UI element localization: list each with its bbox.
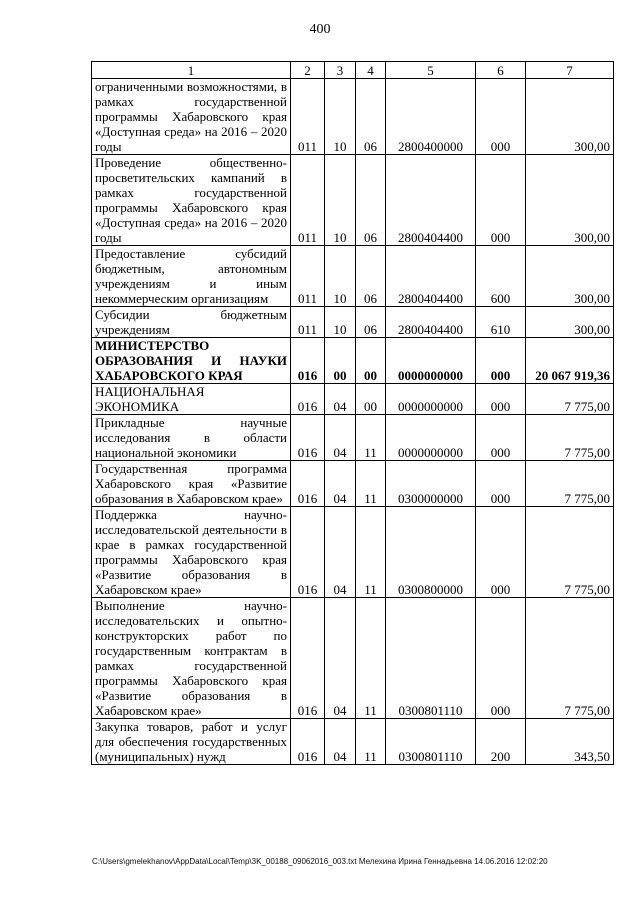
expense-type-code: 610	[476, 307, 526, 338]
expense-type-code: 600	[476, 246, 526, 307]
table-row	[92, 307, 614, 338]
table-row	[92, 384, 614, 415]
item-name: ограниченными возможностями, в рамках государственной программы Хабаровского края «Доступная среда» на 2016 – 2020 годы	[92, 79, 291, 155]
ministry-code: 011	[291, 79, 325, 155]
item-name: Субсидии бюджетным учреждениям	[92, 307, 291, 338]
amount: 7 775,00	[526, 507, 614, 598]
item-name: Проведение общественно-просветительских кампаний в рамках государственной программы Хабаровского края «Доступная среда» на 2016 – 2020 годы	[92, 155, 291, 246]
item-name: Выполнение научно-исследовательских и опытно-конструкторских работ по государственным контрактам в рамках государственной программы Хабаровского края «Развитие образования в Хабаровском крае»	[92, 598, 291, 719]
page-number: 400	[309, 22, 331, 37]
table-row	[92, 598, 614, 719]
section-code: 04	[325, 719, 356, 765]
expense-type-code: 000	[476, 384, 526, 415]
item-name: Закупка товаров, работ и услуг для обеспечения государственных (муниципальных) нужд	[92, 719, 291, 765]
item-name: Прикладные научные исследования в области национальной экономики	[92, 415, 291, 461]
amount: 300,00	[526, 307, 614, 338]
table-row	[92, 415, 614, 461]
target-article-code: 0000000000	[386, 384, 476, 415]
section-code: 04	[325, 415, 356, 461]
subsection-code: 00	[356, 338, 386, 384]
section-code: 04	[325, 507, 356, 598]
ministry-code: 016	[291, 598, 325, 719]
subsection-code: 11	[356, 598, 386, 719]
section-code: 10	[325, 79, 356, 155]
header-cell: 6	[476, 62, 526, 79]
table-header-row	[92, 62, 614, 79]
section-code: 10	[325, 307, 356, 338]
header-cell: 2	[291, 62, 325, 79]
header-cell: 7	[526, 62, 614, 79]
item-name: Государственная программа Хабаровского края «Развитие образования в Хабаровском крае»	[92, 461, 291, 507]
target-article-code: 2800404400	[386, 155, 476, 246]
table-row	[92, 507, 614, 598]
subsection-code: 06	[356, 246, 386, 307]
ministry-code: 011	[291, 246, 325, 307]
amount: 300,00	[526, 79, 614, 155]
target-article-code: 0300801110	[386, 719, 476, 765]
ministry-code: 016	[291, 338, 325, 384]
expense-type-code: 000	[476, 461, 526, 507]
table-row	[92, 155, 614, 246]
subsection-code: 06	[356, 79, 386, 155]
section-code: 10	[325, 246, 356, 307]
header-cell: 3	[325, 62, 356, 79]
item-name: НАЦИОНАЛЬНАЯ ЭКОНОМИКА	[92, 384, 291, 415]
subsection-code: 11	[356, 415, 386, 461]
ministry-code: 016	[291, 719, 325, 765]
ministry-code: 011	[291, 307, 325, 338]
target-article-code: 2800400000	[386, 79, 476, 155]
subsection-code: 11	[356, 719, 386, 765]
subsection-code: 11	[356, 507, 386, 598]
header-cell: 5	[386, 62, 476, 79]
amount: 20 067 919,36	[526, 338, 614, 384]
section-code: 04	[325, 384, 356, 415]
item-name: Поддержка научно-исследовательской деятельности в крае в рамках государственной программы Хабаровского края «Развитие образования в Хабаровском крае»	[92, 507, 291, 598]
target-article-code: 0000000000	[386, 415, 476, 461]
section-code: 04	[325, 598, 356, 719]
section-code: 04	[325, 461, 356, 507]
ministry-code: 016	[291, 461, 325, 507]
header-cell: 4	[356, 62, 386, 79]
target-article-code: 0300800000	[386, 507, 476, 598]
amount: 7 775,00	[526, 415, 614, 461]
file-path-footer: C:\Users\gmelekhanov\AppData\Local\Temp\3K_00188_09062016_003.txt Мелехина Ирина Геннадьевна 14.06.2016 12:02:20	[92, 857, 548, 866]
table-row	[92, 461, 614, 507]
subsection-code: 11	[356, 461, 386, 507]
budget-table	[91, 61, 614, 765]
header-cell: 1	[92, 62, 291, 79]
expense-type-code: 200	[476, 719, 526, 765]
amount: 300,00	[526, 246, 614, 307]
subsection-code: 06	[356, 155, 386, 246]
section-code: 00	[325, 338, 356, 384]
amount: 343,50	[526, 719, 614, 765]
target-article-code: 0300801110	[386, 598, 476, 719]
ministry-code: 016	[291, 384, 325, 415]
ministry-code: 016	[291, 507, 325, 598]
table-row	[92, 719, 614, 765]
amount: 7 775,00	[526, 598, 614, 719]
section-code: 10	[325, 155, 356, 246]
expense-type-code: 000	[476, 415, 526, 461]
expense-type-code: 000	[476, 155, 526, 246]
expense-type-code: 000	[476, 338, 526, 384]
expense-type-code: 000	[476, 507, 526, 598]
subsection-code: 00	[356, 384, 386, 415]
item-name: Предоставление субсидий бюджетным, автономным учреждениям и иным некоммерческим организациям	[92, 246, 291, 307]
amount: 7 775,00	[526, 461, 614, 507]
target-article-code: 2800404400	[386, 307, 476, 338]
subsection-code: 06	[356, 307, 386, 338]
ministry-code: 011	[291, 155, 325, 246]
expense-type-code: 000	[476, 79, 526, 155]
table-row	[92, 79, 614, 155]
ministry-code: 016	[291, 415, 325, 461]
target-article-code: 0300000000	[386, 461, 476, 507]
amount: 300,00	[526, 155, 614, 246]
table-row	[92, 246, 614, 307]
amount: 7 775,00	[526, 384, 614, 415]
target-article-code: 2800404400	[386, 246, 476, 307]
target-article-code: 0000000000	[386, 338, 476, 384]
item-name: МИНИСТЕРСТВО ОБРАЗОВАНИЯ И НАУКИ ХАБАРОВСКОГО КРАЯ	[92, 338, 291, 384]
table-row-ministry	[92, 338, 614, 384]
expense-type-code: 000	[476, 598, 526, 719]
